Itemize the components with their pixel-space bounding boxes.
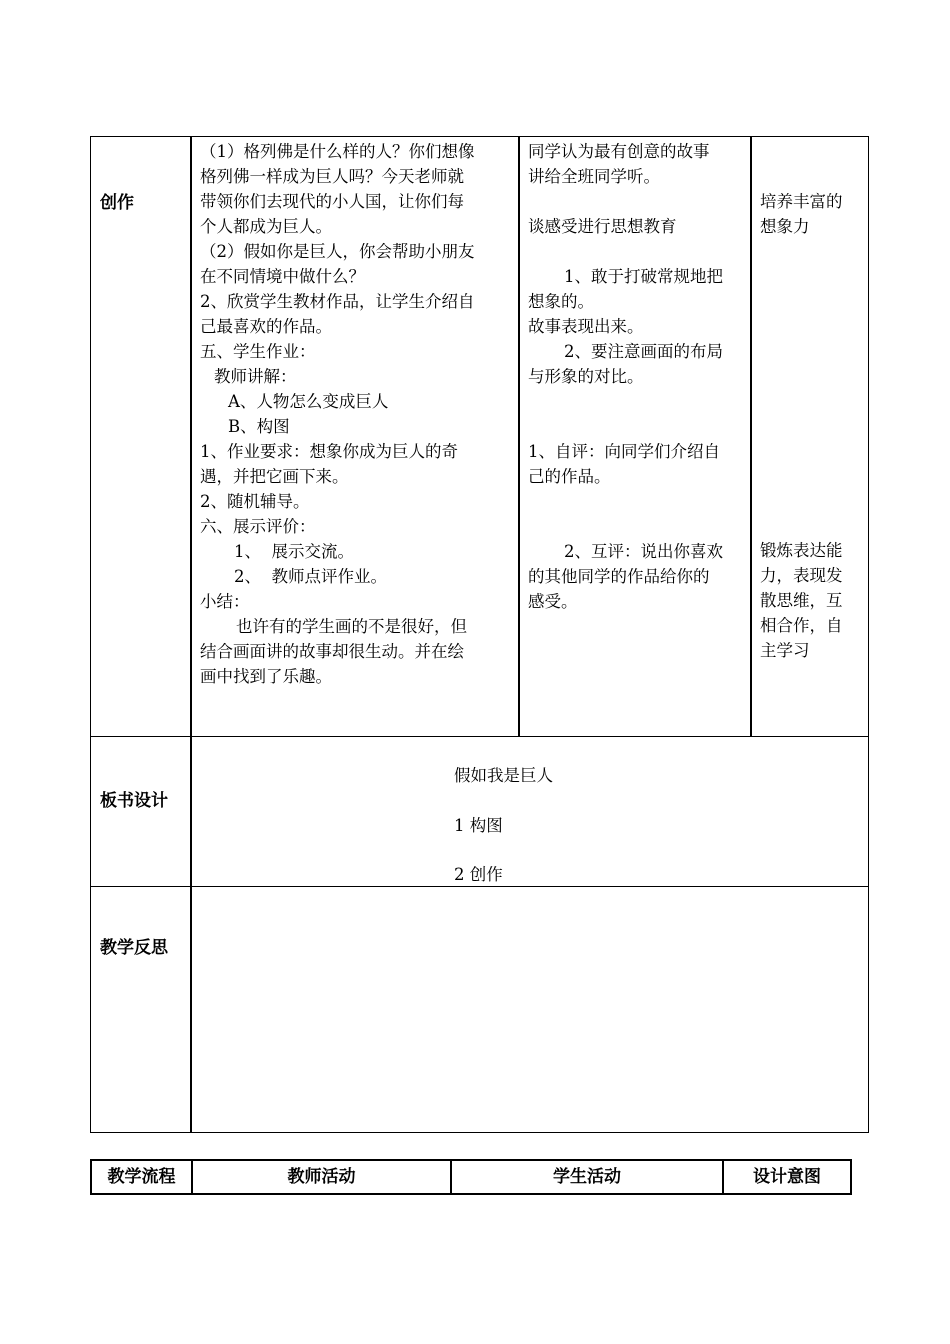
teacher-line: 个人都成为巨人。 — [200, 217, 332, 236]
header-teaching-process: 教学流程 — [107, 1167, 176, 1187]
teacher-line: 格列佛一样成为巨人吗？今天老师就 — [200, 167, 464, 186]
teacher-activity-cell — [200, 139, 516, 689]
board-item-creation: 2 创作 — [454, 865, 503, 884]
row-label-teaching-reflection: 教学反思 — [100, 938, 168, 958]
student-line: 谈感受进行思想教育 — [528, 217, 677, 236]
teacher-line: 在不同情境中做什么？ — [200, 267, 365, 286]
teacher-line: 2、随机辅导。 — [200, 492, 310, 511]
header-border-bottom — [90, 1193, 852, 1195]
row-label-board-design: 板书设计 — [100, 791, 168, 811]
intent-line: 锻炼表达能 — [760, 541, 843, 560]
student-line: 讲给全班同学听。 — [528, 167, 660, 186]
student-line: 的其他同学的作品给你的 — [528, 567, 710, 586]
header-design-intent: 设计意图 — [753, 1167, 821, 1187]
blank-line — [528, 389, 748, 414]
student-line: 1、敢于打破常规地把 — [564, 267, 723, 286]
intent-line: 想象力 — [760, 217, 810, 236]
teacher-line: 遇，并把它画下来。 — [200, 467, 349, 486]
teacher-line: 2、 教师点评作业。 — [234, 567, 387, 586]
blank-line — [528, 189, 748, 214]
intent-line: 力，表现发 — [760, 566, 843, 585]
table-border-top — [90, 136, 869, 137]
blank-line — [528, 414, 748, 439]
board-item-composition: 1 构图 — [454, 816, 503, 835]
table-border-right — [868, 136, 869, 1133]
teacher-line: 1、 展示交流。 — [234, 542, 354, 561]
student-activity-cell — [528, 139, 748, 614]
teacher-line: 六、展示评价： — [200, 517, 316, 536]
design-intent-bottom — [760, 538, 866, 663]
student-line: 与形象的对比。 — [528, 367, 644, 386]
table-divider-col2 — [518, 136, 520, 737]
student-line: 1、自评：向同学们介绍自 — [528, 442, 720, 461]
student-line: 感受。 — [528, 592, 578, 611]
table-divider-col3 — [750, 136, 752, 737]
blank-line — [528, 239, 748, 264]
header-student-activity: 学生活动 — [553, 1167, 621, 1187]
table-divider-col1 — [190, 136, 192, 1133]
row-label-create: 创作 — [100, 193, 134, 213]
table-border-left — [90, 136, 91, 1133]
student-line: 同学认为最有创意的故事 — [528, 142, 710, 161]
intent-line: 主学习 — [760, 641, 810, 660]
board-title: 假如我是巨人 — [454, 766, 553, 785]
student-line: 2、要注意画面的布局 — [564, 342, 723, 361]
teacher-line: 结合画面讲的故事却很生动。并在绘 — [200, 642, 464, 661]
student-line: 己的作品。 — [528, 467, 611, 486]
teacher-line: 己最喜欢的作品。 — [200, 317, 332, 336]
teacher-line: 1、作业要求：想象你成为巨人的奇 — [200, 442, 458, 461]
intent-line: 培养丰富的 — [760, 192, 843, 211]
table-border-bottom — [90, 1132, 869, 1133]
teacher-line: 教师讲解： — [214, 367, 297, 386]
header-teacher-activity: 教师活动 — [287, 1167, 356, 1187]
teacher-line: A、人物怎么变成巨人 — [228, 392, 389, 411]
blank-line — [528, 514, 748, 539]
intent-line: 散思维，互 — [760, 591, 843, 610]
table-divider-row1 — [90, 736, 869, 737]
student-line: 故事表现出来。 — [528, 317, 644, 336]
teacher-line: 画中找到了乐趣。 — [200, 667, 332, 686]
teacher-line: 五、学生作业： — [200, 342, 316, 361]
teacher-line: 带领你们去现代的小人国，让你们每 — [200, 192, 464, 211]
student-line: 想象的。 — [528, 292, 594, 311]
teacher-line: 也许有的学生画的不是很好，但 — [236, 617, 467, 636]
teacher-line: （2）假如你是巨人，你会帮助小朋友 — [200, 242, 475, 261]
teacher-line: 小结： — [200, 592, 250, 611]
student-line: 2、互评：说出你喜欢 — [564, 542, 723, 561]
teacher-line: B、构图 — [228, 417, 290, 436]
teacher-line: 2、欣赏学生教材作品，让学生介绍自 — [200, 292, 475, 311]
intent-line: 相合作，自 — [760, 616, 843, 635]
blank-line — [528, 489, 748, 514]
header-border-right — [850, 1159, 852, 1195]
design-intent-top — [760, 189, 866, 239]
teacher-line: （1）格列佛是什么样的人？你们想像 — [200, 142, 475, 161]
